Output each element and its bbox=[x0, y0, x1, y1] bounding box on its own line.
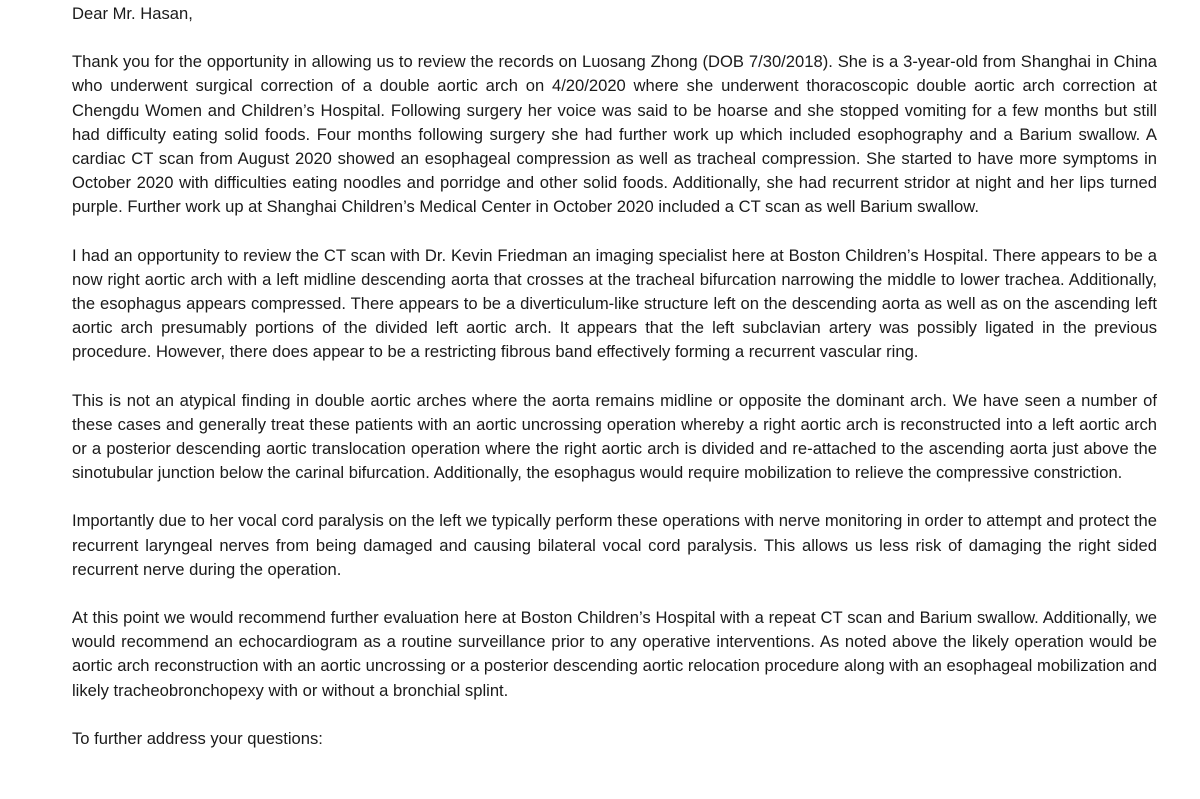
letter-paragraph-4: Importantly due to her vocal cord paralysis on the left we typically perform these operations with nerve monitoring in order to attempt and protect the recurrent laryngeal nerves from being damaged and causing bilateral vocal cord paralysis. This allows us less risk of damaging the right sided recurrent nerve during the operation. bbox=[72, 511, 1157, 579]
letter-paragraph-6: To further address your questions: bbox=[72, 728, 323, 748]
letter-paragraph-2: I had an opportunity to review the CT scan with Dr. Kevin Friedman an imaging specialist here at Boston Children’s Hospital. There appears to be a now right aortic arch with a left midline descending aorta that crosses at the tracheal bifurcation narrowing the middle to lower trachea. Additionally, the esophagus appears compressed. There appears to be a diverticulum-like structure left on the descending aorta as well as on the ascending left aortic arch presumably portions of the divided left aortic arch. It appears that the left subclavian artery was possibly ligated in the previous procedure. However, there does appear to be a restricting fibrous band effectively forming a recurrent vascular ring. bbox=[72, 245, 1157, 362]
letter-salutation: Dear Mr. Hasan, bbox=[72, 4, 193, 23]
letter-paragraph-3: This is not an atypical finding in double aortic arches where the aorta remains midline or opposite the dominant arch. We have seen a number of these cases and generally treat these patients with an aortic uncrossing operation whereby a right aortic arch is reconstructed into a left aortic arch or a posterior descending aortic translocation operation where the right aortic arch is divided and re-attached to the ascending aorta just above the sinotubular junction below the carinal bifurcation. Additionally, the esophagus would require mobilization to relieve the compressive constriction. bbox=[72, 390, 1157, 483]
letter-page bbox=[72, 0, 1157, 751]
letter-paragraph-5: At this point we would recommend further evaluation here at Boston Children’s Hospital with a repeat CT scan and Barium swallow. Additionally, we would recommend an echocardiogram as a routine surveillance prior to any operative interventions. As noted above the likely operation would be aortic arch reconstruction with an aortic uncrossing or a posterior descending aortic relocation procedure along with an esophageal mobilization and likely tracheobronchopexy with or without a bronchial splint. bbox=[72, 608, 1157, 700]
letter-paragraph-1: Thank you for the opportunity in allowing us to review the records on Luosang Zhong (DOB 7/30/2018). She is a 3-year-old from Shanghai in China who underwent surgical correction of a double aortic arch on 4/20/2020 where she underwent thoracoscopic double aortic arch correction at Chengdu Women and Children’s Hospital. Following surgery her voice was said to be hoarse and she stopped vomiting for a few months but still had difficulty eating solid foods. Four months following surgery she had further work up which included esophography and a Barium swallow. A cardiac CT scan from August 2020 showed an esophageal compression as well as tracheal compression. She started to have more symptoms in October 2020 with difficulties eating noodles and porridge and other solid foods. Additionally, she had recurrent stridor at night and her lips turned purple. Further work up at Shanghai Children’s Medical Center in October 2020 included a CT scan as well Barium swallow. bbox=[72, 52, 1157, 217]
